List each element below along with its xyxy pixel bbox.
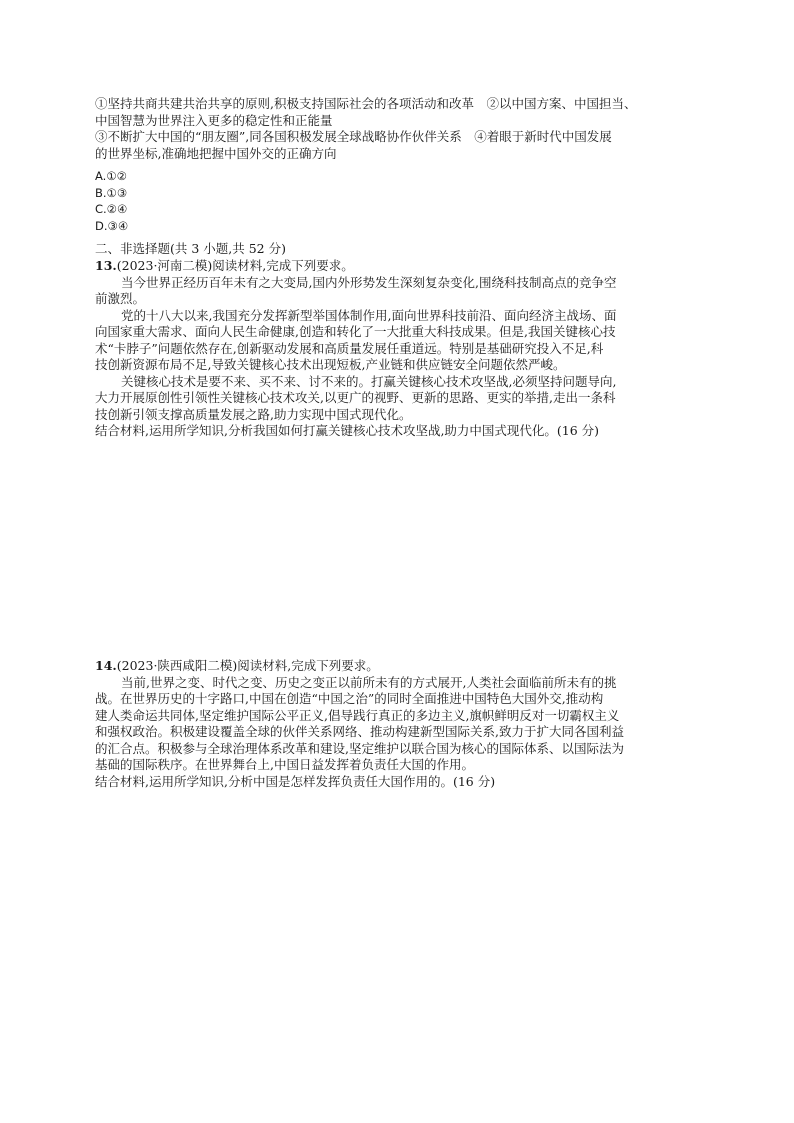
question-13 xyxy=(95,258,705,440)
option-c: C.②④ xyxy=(95,202,128,216)
option-d: D.③④ xyxy=(95,218,129,233)
q14-para1-line: 基础的国际秩序。在世界舞台上,中国日益发挥着负责任大国的作用。 xyxy=(95,757,474,772)
q12-statement-line: ③不断扩大中国的“朋友圈”,同各国积极发展全球战略协作伙伴关系 ④着眼于新时代中国发展 xyxy=(95,129,612,144)
option-b: B.①③ xyxy=(95,185,128,200)
q13-para3-line: 关键核心技术是要不来、买不来、讨不来的。打赢关键核心技术攻坚战,必须坚持问题导向, xyxy=(121,373,617,389)
q14-para1-line: 和强权政治。积极建设覆盖全球的伙伴关系网络、推动构建新型国际关系,致力于扩大同各国利益 xyxy=(95,724,624,739)
q12-options xyxy=(95,168,705,234)
q12-statement-line: 中国智慧为世界注入更多的稳定性和正能量 xyxy=(95,112,333,128)
q14-header xyxy=(95,658,705,675)
q13-para1-line: 前激烈。 xyxy=(95,291,146,306)
q13-para3-line: 技创新引领支撑高质量发展之路,助力实现中国式现代化。 xyxy=(95,406,412,422)
q13-para1-line: 当今世界正经历百年未有之大变局,国内外形势发生深刻复杂变化,围绕科技制高点的竞争空 xyxy=(121,274,617,290)
q13-para3-line: 大力开展原创性引领性关键核心技术攻关,以更广的视野、更新的思路、更实的举措,走出一条科 xyxy=(95,390,616,405)
q13-source: (2023·河南二模)阅读材料,完成下列要求。 xyxy=(116,258,354,273)
q14-source: (2023·陕西咸阳二模)阅读材料,完成下列要求。 xyxy=(116,658,379,673)
q12-statements xyxy=(95,96,705,162)
question-14 xyxy=(95,658,705,790)
option-a: A.①② xyxy=(95,169,127,183)
q12-statement-line: 的世界坐标,准确地把握中国外交的正确方向 xyxy=(95,145,337,161)
q13-para2-line: 党的十八大以来,我国充分发挥新型举国体制作用,面向世界科技前沿、面向经济主战场、面 xyxy=(121,307,617,323)
q14-para1-line: 当前,世界之变、时代之变、历史之变正以前所未有的方式展开,人类社会面临前所未有的挑 xyxy=(121,674,617,690)
q12-statement-line: ①坚持共商共建共治共享的原则,积极支持国际社会的各项活动和改革 ②以中国方案、中国担当、 xyxy=(95,96,637,111)
section2-title: 二、非选择题(共 3 小题,共 52 分) xyxy=(95,241,286,256)
q14-para1-line: 建人类命运共同体,坚定维护国际公平正义,倡导践行真正的多边主义,旗帜鲜明反对一切霸权主义 xyxy=(95,707,620,723)
q13-para2-line: 向国家重大需求、面向人民生命健康,创造和转化了一大批重大科技成果。但是,我国关键核心技 xyxy=(95,324,616,339)
q13-number: 13. xyxy=(95,258,117,273)
q13-header xyxy=(95,258,705,275)
q13-para2-line: 技创新资源布局不足,导致关键核心技术出现短板,产业链和供应链安全问题依然严峻。 xyxy=(95,357,566,372)
q13-question: 结合材料,运用所学知识,分析我国如何打赢关键核心技术攻坚战,助力中国式现代化。(16 分) xyxy=(95,423,600,438)
q14-number: 14. xyxy=(95,658,117,673)
section-title xyxy=(95,241,705,258)
q14-para1-line: 战。在世界历史的十字路口,中国在创造“中国之治”的同时全面推进中国特色大国外交,推动构 xyxy=(95,691,604,706)
q14-question: 结合材料,运用所学知识,分析中国是怎样发挥负责任大国作用的。(16 分) xyxy=(95,773,496,789)
q14-para1-line: 的汇合点。积极参与全球治理体系改革和建设,坚定维护以联合国为核心的国际体系、以国际法为 xyxy=(95,740,624,756)
q13-para2-line: 术“卡脖子”问题依然存在,创新驱动发展和高质量发展任重道远。特别是基础研究投入不足,科 xyxy=(95,340,604,356)
